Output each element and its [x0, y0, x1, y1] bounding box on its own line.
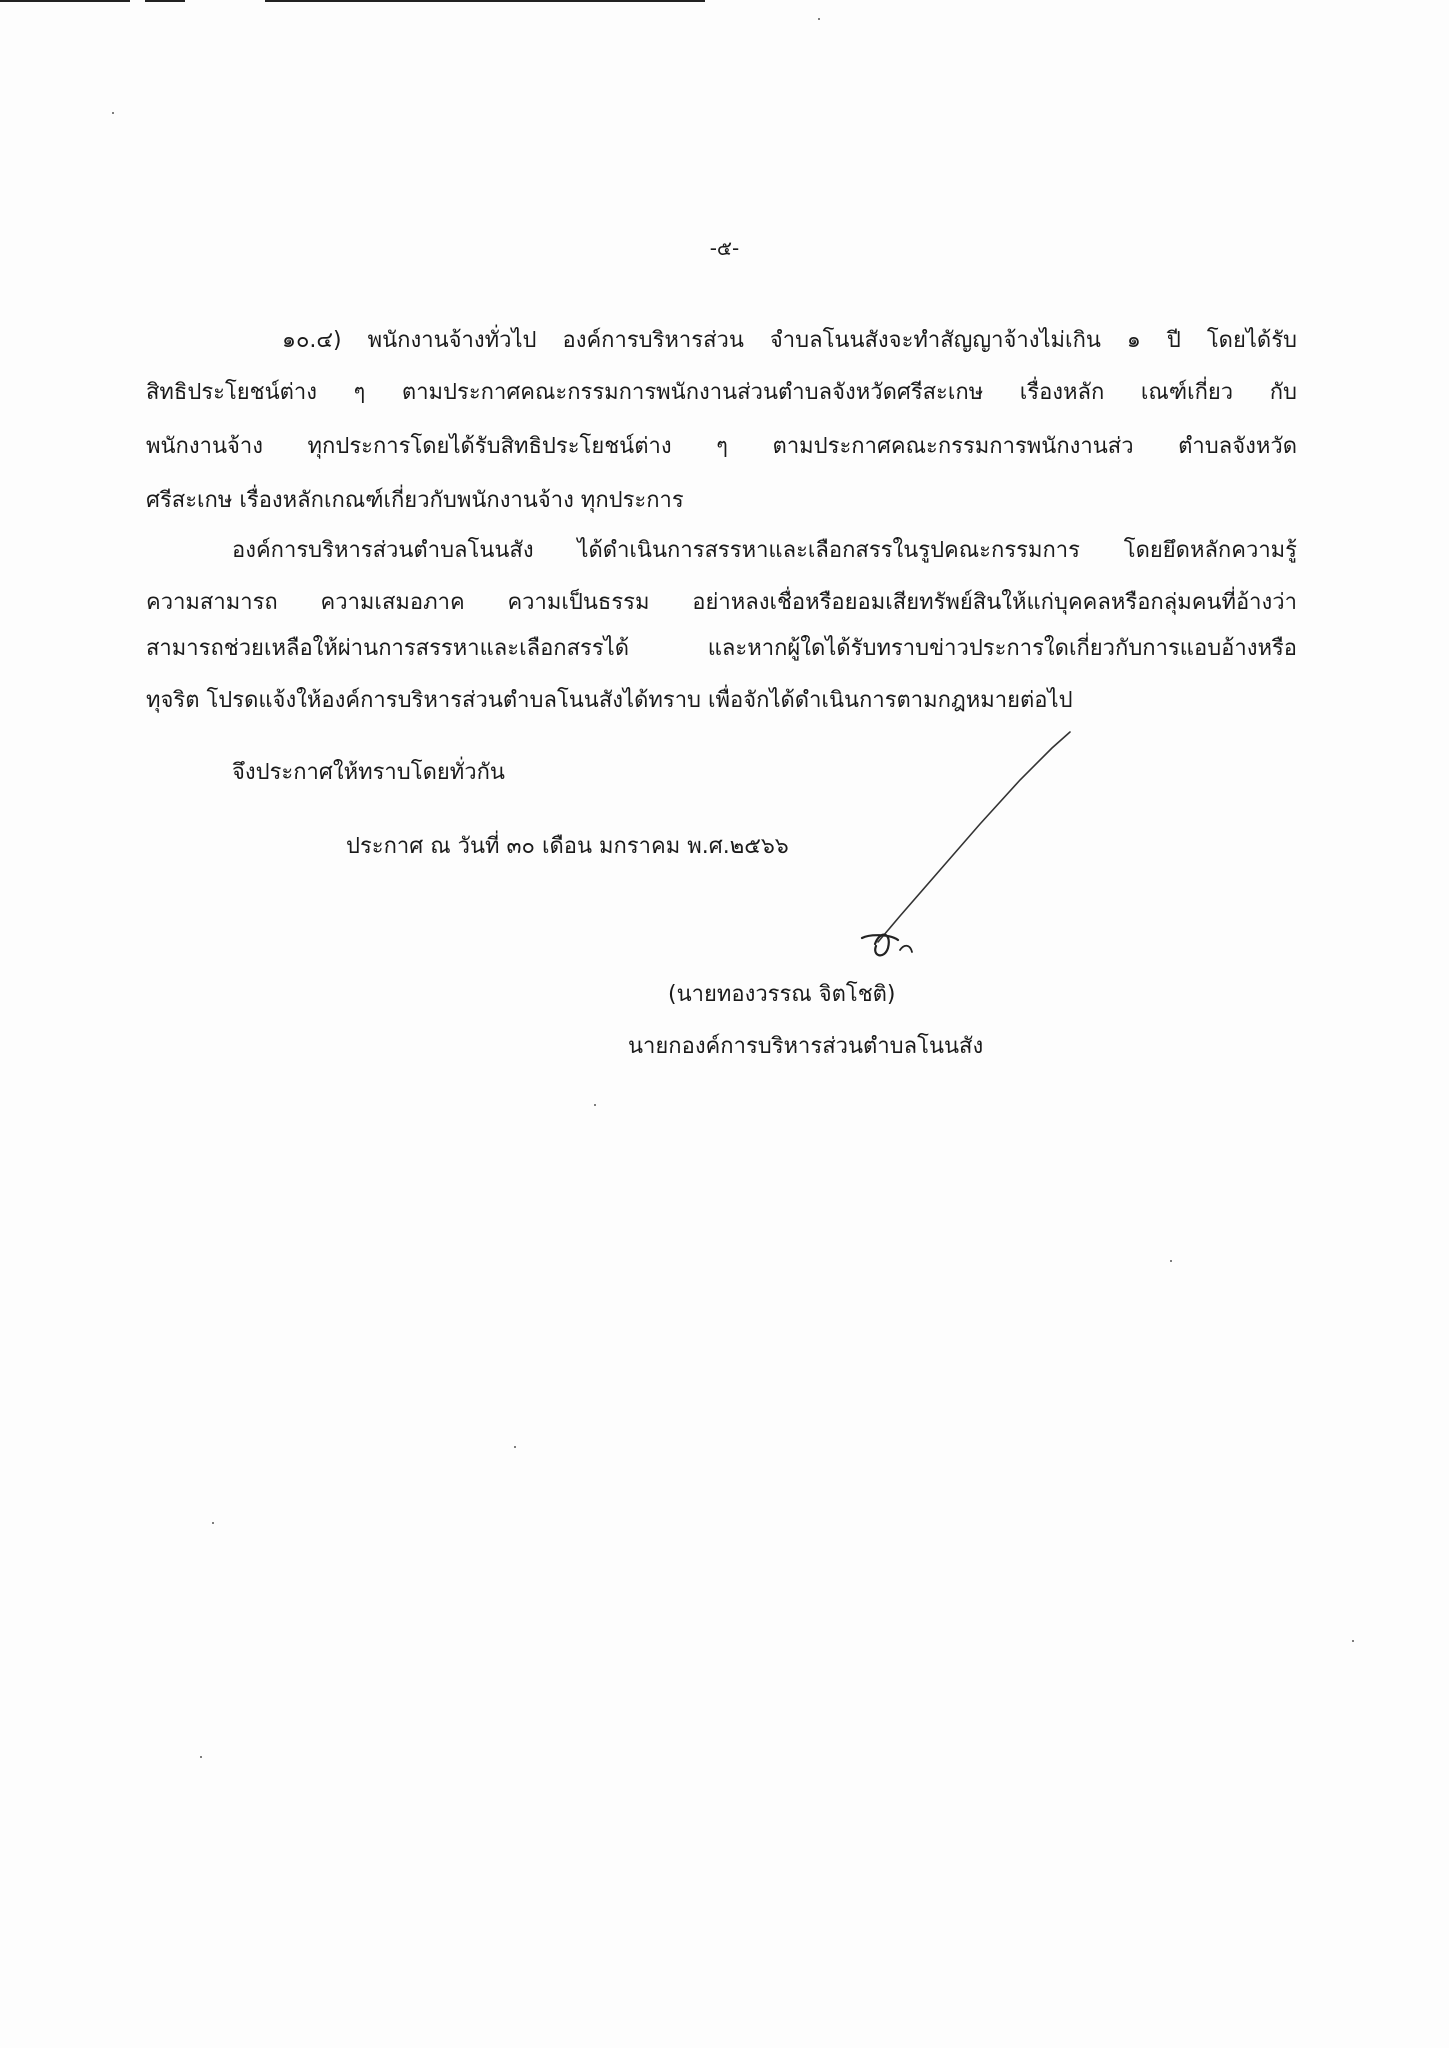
handwritten-signature — [780, 720, 1100, 980]
paragraph-1-line-3: พนักงานจ้าง ทุกประการโดยได้รับสิทธิประโยชน์ต่าง ๆ ตามประกาศคณะกรรมการพนักงานส่ว ตำบลจังหวัด — [146, 434, 1297, 459]
announcement-date: ประกาศ ณ วันที่ ๓๐ เดือน มกราคม พ.ศ.๒๕๖๖ — [346, 834, 789, 859]
signatory-position: นายกองค์การบริหารส่วนตำบลโนนสัง — [628, 1034, 984, 1059]
scan-speck — [594, 1104, 596, 1106]
scan-speck — [818, 18, 820, 20]
scan-speck — [200, 1756, 202, 1758]
scan-speck — [212, 1522, 214, 1524]
paragraph-1-line-4: ศรีสะเกษ เรื่องหลักเกณฑ์เกี่ยวกับพนักงานจ้าง ทุกประการ — [146, 488, 684, 513]
scan-speck — [1170, 1260, 1172, 1262]
scan-speck — [1352, 1640, 1354, 1642]
scan-speck — [514, 1446, 516, 1448]
paragraph-2-line-1: องค์การบริหารส่วนตำบลโนนสัง ได้ดำเนินการสรรหาและเลือกสรรในรูปคณะกรรมการ โดยยึดหลักความรู้ — [232, 538, 1297, 563]
closing-statement: จึงประกาศให้ทราบโดยทั่วกัน — [232, 760, 505, 785]
scan-artifact-line — [0, 0, 130, 2]
paragraph-2-line-4: ทุจริต โปรดแจ้งให้องค์การบริหารส่วนตำบลโนนสังได้ทราบ เพื่อจักได้ดำเนินการตามกฎหมายต่อไป — [146, 688, 1073, 713]
scan-artifact-line — [145, 0, 185, 2]
paragraph-2-line-3: สามารถช่วยเหลือให้ผ่านการสรรหาและเลือกสรรได้ และหากผู้ใดได้รับทราบข่าวประการใดเกี่ยวกับการแอบอ้างหรือ — [146, 636, 1297, 661]
page-number: -๕- — [709, 236, 740, 260]
paragraph-1-line-1: ๑๐.๔) พนักงานจ้างทั่วไป องค์การบริหารส่วน จำบลโนนสังจะทำสัญญาจ้างไม่เกิน ๑ ปี โดยได้รับ — [282, 328, 1297, 353]
signatory-name: (นายทองวรรณ จิตโชติ) — [668, 982, 896, 1007]
paragraph-2-line-2: ความสามารถ ความเสมอภาค ความเป็นธรรม อย่าหลงเชื่อหรือยอมเสียทรัพย์สินให้แก่บุคคลหรือกลุ่มคนที่อ้างว่า — [146, 590, 1297, 615]
scan-speck — [112, 112, 114, 114]
paragraph-1-line-2: สิทธิประโยชน์ต่าง ๆ ตามประกาศคณะกรรมการพนักงานส่วนตำบลจังหวัดศรีสะเกษ เรื่องหลัก เณฑ์เกี่ยว กับ — [146, 380, 1297, 405]
scan-artifact-line — [265, 0, 705, 2]
